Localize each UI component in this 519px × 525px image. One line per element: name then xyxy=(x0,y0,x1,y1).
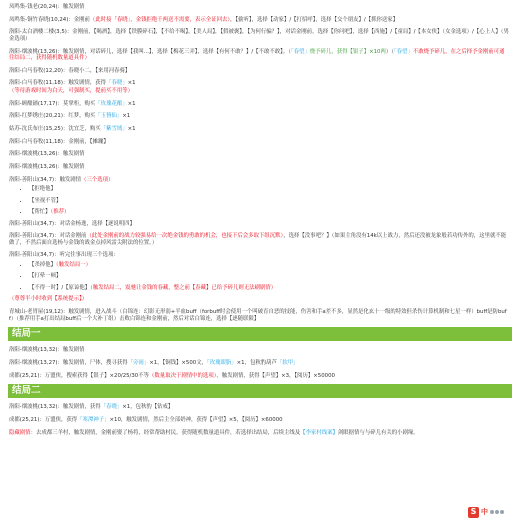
line-7-note: （等待游戏时间为白天，可强制买，提前买不用等） xyxy=(9,88,133,94)
text-segment: 「玫瑰花酿」 xyxy=(95,100,128,107)
line-5: 洛阳-白马春牧(12,20)：春晓小二，【来用河春骑】 xyxy=(9,67,131,74)
line-4 xyxy=(9,49,509,62)
text-segment: 洛阳-烟波桃(13,27)：触发剧情，尸体，搜寻获得 xyxy=(9,359,128,366)
text-segment: 洛阳-善阳山(34,7)：触发剧情 xyxy=(9,176,82,183)
line-22 xyxy=(9,373,509,379)
line-21 xyxy=(9,360,509,366)
text-segment: 【打晕一顿】 xyxy=(29,273,62,280)
option-item xyxy=(29,273,509,279)
line-8 xyxy=(9,101,509,107)
text-segment: 「春晓」 xyxy=(100,404,123,411)
text-segment: 【坐视不管】 xyxy=(29,197,62,204)
text-segment: 「软甲」 xyxy=(276,359,299,366)
line-25 xyxy=(9,430,509,436)
text-segment: 「春望」 xyxy=(393,48,413,55)
text-segment: 洛阳-顾酿铺(17,17)：莫掌柜，购买 xyxy=(9,100,96,107)
text-segment: （触发结局二，震驰让金钱的春藏，整之前【春藏】已给予碎儿则无法刷剧情） xyxy=(90,284,277,291)
line-9 xyxy=(9,113,509,119)
option-item xyxy=(29,198,509,204)
line-14 xyxy=(9,177,509,183)
text-segment: 洛阳-红梦绣庄(20,21)：红梦，购买 xyxy=(9,113,96,120)
site-logo[interactable] xyxy=(468,505,512,519)
section-header-ending-1: 结局一 xyxy=(8,327,512,341)
text-segment: ，【偷听】，选择【动家】/【打招呼】，选择【交个朋友】/【抓你送家】 xyxy=(230,16,399,23)
text-segment: 烧予碎儿，获得 xyxy=(309,48,348,55)
text-segment: （数量取决于剧情中的选项） xyxy=(149,372,217,379)
line-24 xyxy=(9,417,509,423)
text-segment: 「春望」 xyxy=(290,48,310,55)
line-19: 青城山-老胃屋(19,12)：触发剧情，进入战斗（白锦连：幻影无形弱+半血buff（forbuff时会使用一个叫破育自恶的技能，伤害和手a差不多，显然是化玄十一级的特效但杀伤计算机制和七星一样）buff是防buff）（推荐用手a打出结局buff后一个大补丁组）击败白锦连和金刚前，然后对话白锦连，选择【逐随联限】 xyxy=(9,309,507,322)
line-15: 洛阳-善阳山(34,7)：对话金杨逸，选择【逐说明四】 xyxy=(9,220,135,227)
line-20: 洛阳-烟波桃(13,32)：触发剧情 xyxy=(9,347,85,354)
text-segment: 【银子】×10两 xyxy=(347,48,386,55)
option-item xyxy=(29,186,509,192)
text-segment: ×1，【铜钱】×500文， xyxy=(149,359,207,366)
text-segment: ×1 xyxy=(127,100,136,107)
text-segment: 「玫瑰眼脂」 xyxy=(207,359,237,366)
logo-text: 中 xyxy=(481,507,488,516)
line-17: 洛阳-善阳山(34,7)：听完往事出现三个选项： xyxy=(9,252,119,259)
text-segment: 洛阳-善阳山(34,7)：对话金刚前 xyxy=(9,233,87,240)
option-item xyxy=(29,209,509,215)
section-header-ending-2: 结局二 xyxy=(8,384,512,398)
text-segment: 成都(25,21)：万盟侠，获得 xyxy=(9,416,78,423)
text-segment: ×1 xyxy=(127,80,136,87)
text-segment: 凤鸣集-铜竹春晓(10,24)：金刚前 xyxy=(9,16,90,23)
text-segment: 「春晓」 xyxy=(106,80,128,87)
text-segment: 【李家村线案】 xyxy=(300,429,338,436)
text-segment: 「紫雪绒」 xyxy=(100,126,128,133)
text-segment: ，选择【没事吧？】（如果主角没有14k以上战力，然后还没被龙象般若功传外的，这里就不能做了，不然后面自选杨与金钱的战金点掉风雷尖附法的位置。） xyxy=(9,233,507,246)
text-segment: 洛阳-烟波桃(13,32)：触发剧情，获得 xyxy=(9,404,101,411)
text-segment: （推荐） xyxy=(50,209,70,216)
line-12: 洛阳-烟波桃(13,26)：触发剧情 xyxy=(9,151,85,158)
line-1: 凤鸣集-钱老(20,24)：触发剧情 xyxy=(9,4,85,10)
text-segment: 成都(25,21)：万盟侠，搜索获得【银子】×20/25/30不等 xyxy=(9,372,150,379)
line-13: 洛阳-烟波桃(13,26)：触发剧情 xyxy=(9,164,85,171)
text-segment: 【拒绝他】 xyxy=(29,186,56,193)
text-segment: ×1，包秋豹葫芦 xyxy=(236,359,277,366)
text-segment: 「旁雨」 xyxy=(127,359,150,366)
options-list-2 xyxy=(9,262,509,291)
line-11: 洛阳-白马春牧(11,18)：金刚前，【摊蹦】 xyxy=(9,138,109,145)
text-segment: （此处金刚前的战力较强易给一次绝金钱的勇敢的机会，也接下后会多取下组沉默） xyxy=(86,233,284,240)
dots-icon xyxy=(490,510,504,514)
line-10 xyxy=(9,126,509,132)
text-segment: 剑眼据情与与碎儿有关的小剧缘。 xyxy=(337,429,419,436)
options-list-1 xyxy=(9,186,509,215)
logo-s-icon: S xyxy=(468,507,479,518)
text-segment: ）（ xyxy=(385,48,394,55)
text-segment: 洛阳-烟波桃(13,26)：触发剧情，对话碎儿，选择【我叫...】，选择【梅花三弄】，选择【有何不敢？】/【不敢不敢】。（ xyxy=(9,48,291,55)
line-3: 洛阳-太白酒楼二楼(3,5)：金刚前，【喝酒】，选择【铁膜碎石】，【不给不喝】，【美人局】，【假被褒】，【为何行骗？】，对话金刚前，选择【你问吧】，选择【西施】/【童局】/【本女侠】（女金选项）/【心上人】（男金选项） xyxy=(9,29,509,42)
option-item xyxy=(29,262,509,268)
line-16 xyxy=(9,233,509,246)
text-segment: 姑苏-沈氏布庄(15,25)：沈宜芝，购买 xyxy=(9,126,101,133)
line-6 xyxy=(9,80,509,86)
text-segment: 【不得一时】/【原谅他】 xyxy=(29,284,91,291)
line-23 xyxy=(9,404,509,410)
text-segment: ×1 xyxy=(122,113,131,120)
text-segment: 隐藏剧情 xyxy=(9,429,31,436)
line-2 xyxy=(9,17,509,23)
text-segment: ×1，包秋豹【钻戒】 xyxy=(122,404,174,411)
line-18-note: （尊尊半小时收到【系统提示】） xyxy=(9,296,88,303)
text-segment: ，触发剧情，获得【声望】×3，【阅历】×50000 xyxy=(216,372,335,379)
text-segment: 「玉簪仙」 xyxy=(95,113,123,120)
text-segment: 洛阳-白马春牧(11,18)：触发剧情，获得 xyxy=(9,80,107,87)
text-segment: ×10，触发剧情，然后主全部奶神，获得【声望】×5，【阅历】×60000 xyxy=(109,416,283,423)
text-segment: 【帮忙】 xyxy=(29,209,51,216)
text-segment: 「寒潭神子」 xyxy=(77,416,110,423)
text-segment: （触发结局一） xyxy=(55,261,92,268)
text-segment: （三个选项） xyxy=(81,176,114,183)
option-item xyxy=(29,285,509,291)
text-segment: ×1 xyxy=(127,126,136,133)
text-segment: 【杀掉他】 xyxy=(29,261,56,268)
text-segment: （此时接「春晓」，金钱拒绝千两送不需要，表示全证回去） xyxy=(89,16,231,23)
text-segment: 不敢烧予碎儿，在之后择予金刚前可通往结局二，获得随机数量道具件） xyxy=(9,48,505,61)
text-segment: ：去成都三羊村，触发剧情，金刚前娶了杨将，经常帮助村民，获得随机数量道具件，若选择出结局，后续主线及 xyxy=(30,429,301,436)
